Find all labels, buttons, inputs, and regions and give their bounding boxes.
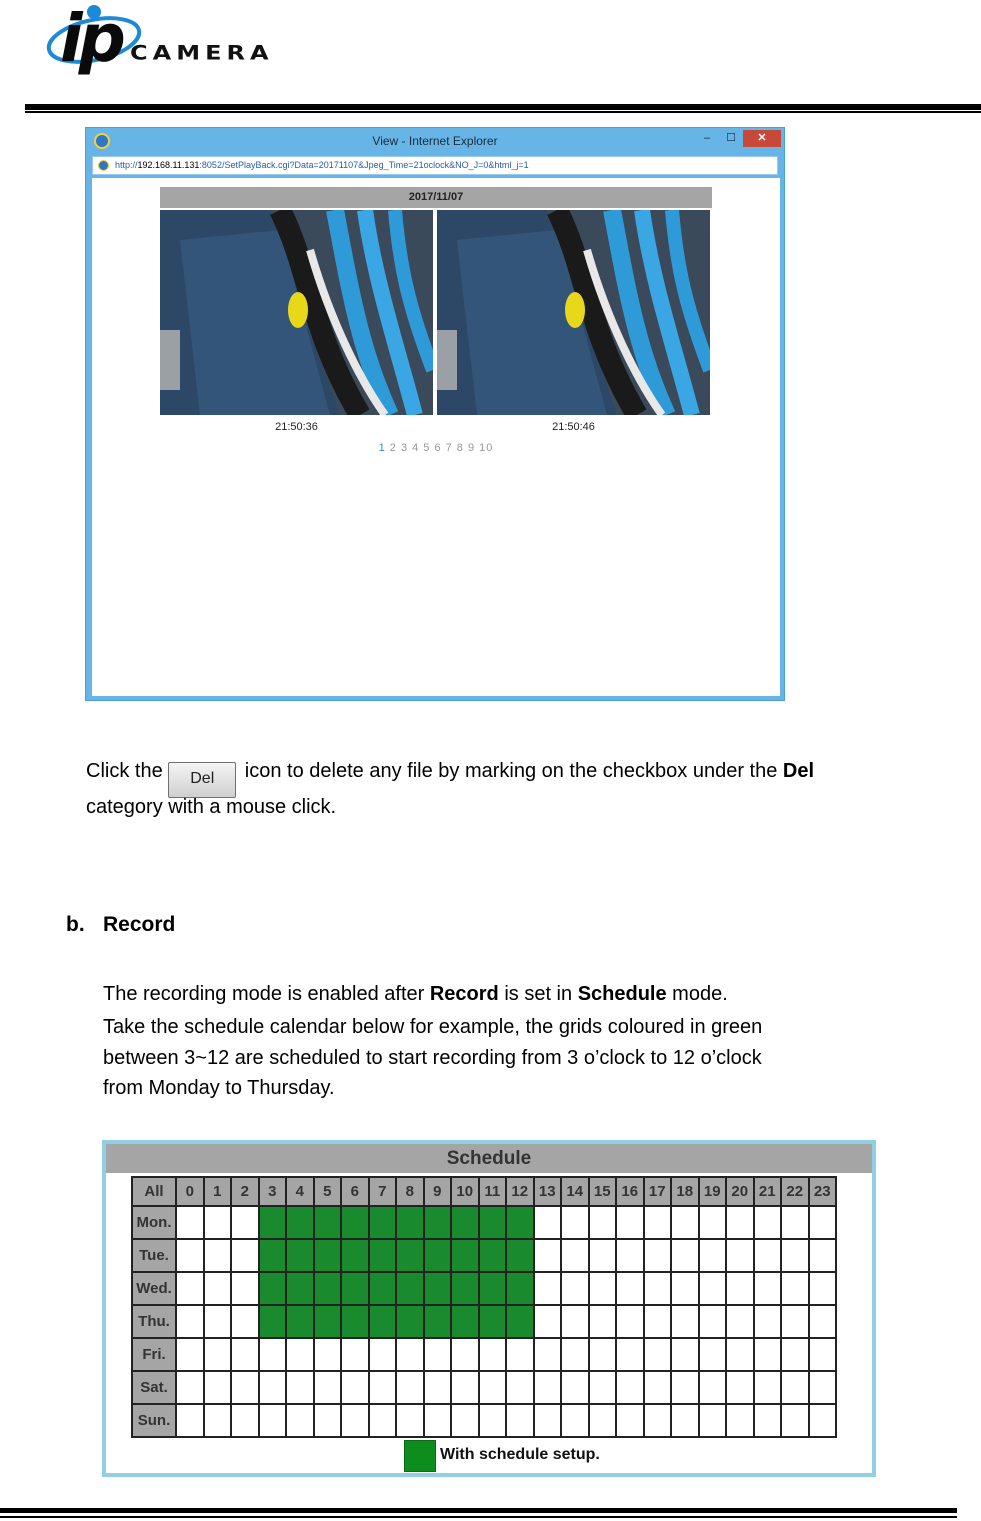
- schedule-cell-off[interactable]: [561, 1404, 589, 1437]
- schedule-cell-on[interactable]: [479, 1206, 507, 1239]
- schedule-cell-off[interactable]: [726, 1305, 754, 1338]
- hour-header-3[interactable]: 3: [259, 1177, 287, 1206]
- schedule-cell-off[interactable]: [699, 1371, 727, 1404]
- schedule-cell-off[interactable]: [534, 1371, 562, 1404]
- schedule-cell-on[interactable]: [286, 1239, 314, 1272]
- hour-header-2[interactable]: 2: [231, 1177, 259, 1206]
- page-icon: [98, 160, 109, 171]
- schedule-cell-off[interactable]: [231, 1206, 259, 1239]
- schedule-cell-off[interactable]: [589, 1206, 617, 1239]
- schedule-cell-off[interactable]: [204, 1371, 232, 1404]
- paragraph-record: [103, 982, 728, 1006]
- schedule-cell-on[interactable]: [341, 1239, 369, 1272]
- browser-window: [85, 127, 785, 701]
- schedule-cell-off[interactable]: [314, 1338, 342, 1371]
- snapshot-time: 21:50:46: [552, 421, 595, 433]
- browser-title: View - Internet Explorer: [372, 134, 498, 148]
- schedule-cell-off[interactable]: [231, 1239, 259, 1272]
- schedule-cell-on[interactable]: [424, 1239, 452, 1272]
- schedule-cell-off[interactable]: [314, 1371, 342, 1404]
- schedule-cell-off[interactable]: [479, 1338, 507, 1371]
- schedule-cell-off[interactable]: [589, 1404, 617, 1437]
- schedule-cell-off[interactable]: [176, 1404, 204, 1437]
- schedule-cell-off[interactable]: [754, 1371, 782, 1404]
- schedule-cell-off[interactable]: [314, 1404, 342, 1437]
- schedule-cell-off[interactable]: [809, 1404, 837, 1437]
- schedule-cell-off[interactable]: [616, 1206, 644, 1239]
- schedule-cell-on[interactable]: [341, 1272, 369, 1305]
- schedule-cell-on[interactable]: [506, 1239, 534, 1272]
- schedule-cell-off[interactable]: [809, 1239, 837, 1272]
- schedule-cell-on[interactable]: [506, 1206, 534, 1239]
- schedule-cell-on[interactable]: [396, 1239, 424, 1272]
- hour-header-4[interactable]: 4: [286, 1177, 314, 1206]
- schedule-cell-off[interactable]: [534, 1404, 562, 1437]
- schedule-cell-off[interactable]: [176, 1272, 204, 1305]
- schedule-cell-off[interactable]: [259, 1371, 287, 1404]
- schedule-cell-on[interactable]: [259, 1239, 287, 1272]
- schedule-cell-off[interactable]: [424, 1338, 452, 1371]
- hour-header-13[interactable]: 13: [534, 1177, 562, 1206]
- schedule-cell-off[interactable]: [754, 1338, 782, 1371]
- header-divider-thin: [25, 111, 981, 113]
- schedule-cell-off[interactable]: [809, 1371, 837, 1404]
- schedule-cell-on[interactable]: [286, 1206, 314, 1239]
- hour-header-11[interactable]: 11: [479, 1177, 507, 1206]
- schedule-cell-off[interactable]: [176, 1371, 204, 1404]
- schedule-cell-off[interactable]: [506, 1404, 534, 1437]
- schedule-cell-on[interactable]: [424, 1305, 452, 1338]
- schedule-cell-on[interactable]: [259, 1206, 287, 1239]
- day-header[interactable]: Mon.: [132, 1206, 176, 1239]
- schedule-cell-off[interactable]: [424, 1371, 452, 1404]
- schedule-cell-off[interactable]: [231, 1371, 259, 1404]
- schedule-cell-off[interactable]: [809, 1272, 837, 1305]
- schedule-cell-on[interactable]: [479, 1239, 507, 1272]
- hour-header-6[interactable]: 6: [341, 1177, 369, 1206]
- schedule-cell-off[interactable]: [754, 1206, 782, 1239]
- schedule-cell-off[interactable]: [671, 1206, 699, 1239]
- schedule-cell-off[interactable]: [589, 1272, 617, 1305]
- schedule-cell-off[interactable]: [754, 1404, 782, 1437]
- schedule-cell-off[interactable]: [396, 1371, 424, 1404]
- schedule-cell-off[interactable]: [369, 1371, 397, 1404]
- schedule-cell-off[interactable]: [561, 1305, 589, 1338]
- schedule-cell-off[interactable]: [424, 1404, 452, 1437]
- text-run: is set in: [498, 983, 578, 1005]
- schedule-cell-off[interactable]: [286, 1371, 314, 1404]
- schedule-cell-off[interactable]: [231, 1338, 259, 1371]
- select-all-cell[interactable]: All: [132, 1177, 176, 1206]
- schedule-cell-on[interactable]: [396, 1305, 424, 1338]
- schedule-cell-off[interactable]: [506, 1338, 534, 1371]
- text-run: icon to delete any file by marking on the checkbox under the: [239, 760, 783, 782]
- hour-header-7[interactable]: 7: [369, 1177, 397, 1206]
- schedule-cell-off[interactable]: [644, 1404, 672, 1437]
- schedule-cell-off[interactable]: [204, 1206, 232, 1239]
- section-title: Record: [103, 913, 176, 936]
- text-bold: Schedule: [577, 983, 667, 1005]
- schedule-cell-off[interactable]: [754, 1305, 782, 1338]
- schedule-cell-off[interactable]: [671, 1404, 699, 1437]
- schedule-cell-off[interactable]: [479, 1404, 507, 1437]
- schedule-cell-off[interactable]: [259, 1404, 287, 1437]
- paragraph-del-cont: category with a mouse click.: [86, 796, 337, 818]
- schedule-cell-off[interactable]: [809, 1338, 837, 1371]
- schedule-cell-on[interactable]: [451, 1305, 479, 1338]
- paragraph-example: between 3~12 are scheduled to start recording from 3 o’clock to 12 o’clock: [103, 1047, 762, 1069]
- legend-swatch: [404, 1440, 436, 1472]
- page-links[interactable]: [92, 442, 780, 454]
- ip-camera-logo: [40, 0, 310, 95]
- schedule-cell-off[interactable]: [671, 1239, 699, 1272]
- hour-header-17[interactable]: 17: [644, 1177, 672, 1206]
- text-bold: Record: [429, 983, 499, 1005]
- footer-divider: [0, 1508, 957, 1513]
- schedule-cell-off[interactable]: [506, 1371, 534, 1404]
- schedule-cell-off[interactable]: [781, 1371, 809, 1404]
- schedule-cell-on[interactable]: [369, 1305, 397, 1338]
- schedule-cell-off[interactable]: [231, 1305, 259, 1338]
- schedule-cell-on[interactable]: [286, 1272, 314, 1305]
- day-header[interactable]: Fri.: [132, 1338, 176, 1371]
- schedule-cell-off[interactable]: [616, 1239, 644, 1272]
- schedule-cell-off[interactable]: [231, 1404, 259, 1437]
- schedule-cell-off[interactable]: [231, 1272, 259, 1305]
- schedule-cell-off[interactable]: [726, 1206, 754, 1239]
- paragraph-example: from Monday to Thursday.: [103, 1077, 335, 1099]
- schedule-cell-on[interactable]: [506, 1305, 534, 1338]
- schedule-cell-on[interactable]: [314, 1272, 342, 1305]
- schedule-cell-off[interactable]: [781, 1404, 809, 1437]
- snapshot-image[interactable]: [160, 210, 433, 415]
- schedule-cell-off[interactable]: [204, 1272, 232, 1305]
- schedule-cell-off[interactable]: [534, 1239, 562, 1272]
- schedule-cell-off[interactable]: [699, 1272, 727, 1305]
- schedule-cell-off[interactable]: [699, 1239, 727, 1272]
- section-label: b.: [66, 913, 85, 936]
- url-host: 192.168.11.131: [137, 160, 200, 170]
- schedule-cell-off[interactable]: [341, 1371, 369, 1404]
- maximize-button[interactable]: ☐: [726, 132, 736, 144]
- schedule-cell-off[interactable]: [809, 1305, 837, 1338]
- schedule-cell-off[interactable]: [671, 1305, 699, 1338]
- schedule-cell-off[interactable]: [176, 1239, 204, 1272]
- schedule-cell-off[interactable]: [616, 1371, 644, 1404]
- text-bold: Del: [782, 760, 815, 782]
- schedule-cell-off[interactable]: [616, 1338, 644, 1371]
- day-header[interactable]: Tue.: [132, 1239, 176, 1272]
- hour-header-12[interactable]: 12: [506, 1177, 534, 1206]
- schedule-cell-off[interactable]: [809, 1206, 837, 1239]
- schedule-cell-off[interactable]: [589, 1305, 617, 1338]
- schedule-cell-on[interactable]: [451, 1239, 479, 1272]
- schedule-cell-off[interactable]: [726, 1371, 754, 1404]
- schedule-cell-off[interactable]: [644, 1371, 672, 1404]
- schedule-cell-off[interactable]: [176, 1338, 204, 1371]
- schedule-cell-off[interactable]: [589, 1338, 617, 1371]
- footer-divider-thin: [0, 1516, 957, 1518]
- schedule-cell-off[interactable]: [671, 1338, 699, 1371]
- schedule-cell-off[interactable]: [726, 1239, 754, 1272]
- address-bar[interactable]: [92, 156, 778, 175]
- schedule-panel: [102, 1140, 876, 1477]
- url-path: :8052/SetPlayBack.cgi?Data=20171107&Jpeg_Time=21oclock&NO_J=0&html_j=1: [199, 160, 529, 170]
- hour-header-20[interactable]: 20: [726, 1177, 754, 1206]
- browser-titlebar: [86, 128, 784, 155]
- schedule-cell-off[interactable]: [396, 1338, 424, 1371]
- schedule-cell-off[interactable]: [644, 1206, 672, 1239]
- schedule-cell-off[interactable]: [451, 1404, 479, 1437]
- schedule-cell-off[interactable]: [369, 1404, 397, 1437]
- snapshot-image[interactable]: [437, 210, 710, 415]
- schedule-cell-off[interactable]: [781, 1305, 809, 1338]
- schedule-cell-on[interactable]: [259, 1305, 287, 1338]
- schedule-cell-off[interactable]: [726, 1272, 754, 1305]
- schedule-cell-off[interactable]: [671, 1272, 699, 1305]
- schedule-cell-off[interactable]: [534, 1305, 562, 1338]
- hour-header-8[interactable]: 8: [396, 1177, 424, 1206]
- minimize-button[interactable]: –: [703, 132, 711, 144]
- schedule-cell-off[interactable]: [204, 1338, 232, 1371]
- schedule-cell-off[interactable]: [176, 1206, 204, 1239]
- schedule-cell-off[interactable]: [726, 1404, 754, 1437]
- schedule-cell-off[interactable]: [589, 1371, 617, 1404]
- schedule-cell-off[interactable]: [726, 1338, 754, 1371]
- schedule-cell-off[interactable]: [699, 1305, 727, 1338]
- hour-header-19[interactable]: 19: [699, 1177, 727, 1206]
- schedule-cell-off[interactable]: [644, 1272, 672, 1305]
- schedule-cell-off[interactable]: [699, 1206, 727, 1239]
- hour-header-5[interactable]: 5: [314, 1177, 342, 1206]
- schedule-cell-off[interactable]: [286, 1338, 314, 1371]
- schedule-cell-off[interactable]: [699, 1338, 727, 1371]
- schedule-cell-off[interactable]: [369, 1338, 397, 1371]
- schedule-cell-on[interactable]: [451, 1206, 479, 1239]
- day-header[interactable]: Wed.: [132, 1272, 176, 1305]
- schedule-cell-off[interactable]: [616, 1305, 644, 1338]
- schedule-cell-off[interactable]: [589, 1239, 617, 1272]
- day-header[interactable]: Thu.: [132, 1305, 176, 1338]
- schedule-cell-off[interactable]: [699, 1404, 727, 1437]
- schedule-cell-off[interactable]: [204, 1239, 232, 1272]
- day-header[interactable]: Sat.: [132, 1371, 176, 1404]
- schedule-cell-off[interactable]: [616, 1404, 644, 1437]
- schedule-cell-on[interactable]: [479, 1305, 507, 1338]
- text-run: mode.: [666, 983, 728, 1005]
- schedule-cell-off[interactable]: [616, 1272, 644, 1305]
- paragraph-del: [86, 759, 814, 798]
- schedule-cell-off[interactable]: [561, 1338, 589, 1371]
- schedule-cell-off[interactable]: [644, 1239, 672, 1272]
- schedule-cell-off[interactable]: [561, 1206, 589, 1239]
- schedule-cell-off[interactable]: [561, 1371, 589, 1404]
- schedule-cell-off[interactable]: [644, 1305, 672, 1338]
- browser-content: [92, 178, 780, 696]
- hour-header-10[interactable]: 10: [451, 1177, 479, 1206]
- schedule-cell-off[interactable]: [534, 1338, 562, 1371]
- day-header[interactable]: Sun.: [132, 1404, 176, 1437]
- snapshot-time: 21:50:36: [275, 421, 318, 433]
- schedule-cell-off[interactable]: [341, 1338, 369, 1371]
- text-run: Click the: [86, 760, 169, 782]
- hour-header-14[interactable]: 14: [561, 1177, 589, 1206]
- schedule-cell-on[interactable]: [396, 1206, 424, 1239]
- schedule-cell-off[interactable]: [259, 1338, 287, 1371]
- close-button[interactable]: ✕: [743, 130, 781, 147]
- schedule-cell-on[interactable]: [341, 1206, 369, 1239]
- page-link-current[interactable]: 1: [378, 442, 386, 454]
- legend-text: With schedule setup.: [440, 1446, 600, 1463]
- hour-header-23[interactable]: 23: [809, 1177, 837, 1206]
- schedule-cell-off[interactable]: [204, 1305, 232, 1338]
- schedule-cell-off[interactable]: [781, 1239, 809, 1272]
- schedule-cell-on[interactable]: [424, 1272, 452, 1305]
- hour-header-21[interactable]: 21: [754, 1177, 782, 1206]
- schedule-cell-on[interactable]: [424, 1206, 452, 1239]
- paragraph-example: Take the schedule calendar below for example, the grids coloured in green: [103, 1016, 763, 1038]
- schedule-cell-on[interactable]: [396, 1272, 424, 1305]
- schedule-cell-on[interactable]: [314, 1206, 342, 1239]
- schedule-cell-off[interactable]: [396, 1404, 424, 1437]
- schedule-cell-on[interactable]: [451, 1272, 479, 1305]
- section-heading: [66, 913, 175, 937]
- playback-date-header: 2017/11/07: [160, 187, 712, 208]
- schedule-cell-on[interactable]: [479, 1272, 507, 1305]
- text-run: The recording mode is enabled after: [103, 983, 430, 1005]
- schedule-cell-on[interactable]: [314, 1305, 342, 1338]
- schedule-cell-off[interactable]: [671, 1371, 699, 1404]
- schedule-cell-off[interactable]: [341, 1404, 369, 1437]
- hour-header-1[interactable]: 1: [204, 1177, 232, 1206]
- schedule-cell-off[interactable]: [286, 1404, 314, 1437]
- schedule-cell-off[interactable]: [781, 1206, 809, 1239]
- hour-header-18[interactable]: 18: [671, 1177, 699, 1206]
- hour-header-0[interactable]: 0: [176, 1177, 204, 1206]
- schedule-cell-off[interactable]: [561, 1272, 589, 1305]
- schedule-grid: [131, 1176, 837, 1438]
- schedule-cell-on[interactable]: [286, 1305, 314, 1338]
- del-button[interactable]: Del: [168, 762, 236, 798]
- hour-header-9[interactable]: 9: [424, 1177, 452, 1206]
- schedule-cell-on[interactable]: [506, 1272, 534, 1305]
- schedule-cell-off[interactable]: [534, 1206, 562, 1239]
- schedule-cell-off[interactable]: [451, 1371, 479, 1404]
- url-prefix: http://: [115, 160, 138, 170]
- page-link-others[interactable]: 2 3 4 5 6 7 8 9 10: [389, 442, 494, 454]
- hour-header-16[interactable]: 16: [616, 1177, 644, 1206]
- schedule-cell-on[interactable]: [369, 1206, 397, 1239]
- schedule-title: Schedule: [106, 1144, 872, 1173]
- schedule-cell-on[interactable]: [314, 1239, 342, 1272]
- schedule-cell-off[interactable]: [479, 1371, 507, 1404]
- schedule-cell-off[interactable]: [176, 1305, 204, 1338]
- schedule-cell-on[interactable]: [369, 1272, 397, 1305]
- schedule-cell-off[interactable]: [754, 1239, 782, 1272]
- logo-ip-text: ip: [60, 0, 122, 77]
- schedule-cell-off[interactable]: [754, 1272, 782, 1305]
- schedule-cell-off[interactable]: [781, 1272, 809, 1305]
- schedule-cell-on[interactable]: [341, 1305, 369, 1338]
- schedule-cell-off[interactable]: [534, 1272, 562, 1305]
- schedule-cell-on[interactable]: [259, 1272, 287, 1305]
- schedule-cell-off[interactable]: [781, 1338, 809, 1371]
- hour-header-22[interactable]: 22: [781, 1177, 809, 1206]
- schedule-cell-off[interactable]: [561, 1239, 589, 1272]
- schedule-cell-off[interactable]: [644, 1338, 672, 1371]
- logo-camera-text: CAMERA: [130, 42, 274, 65]
- header-divider: [25, 104, 981, 110]
- hour-header-15[interactable]: 15: [589, 1177, 617, 1206]
- schedule-cell-off[interactable]: [204, 1404, 232, 1437]
- schedule-cell-off[interactable]: [451, 1338, 479, 1371]
- schedule-cell-on[interactable]: [369, 1239, 397, 1272]
